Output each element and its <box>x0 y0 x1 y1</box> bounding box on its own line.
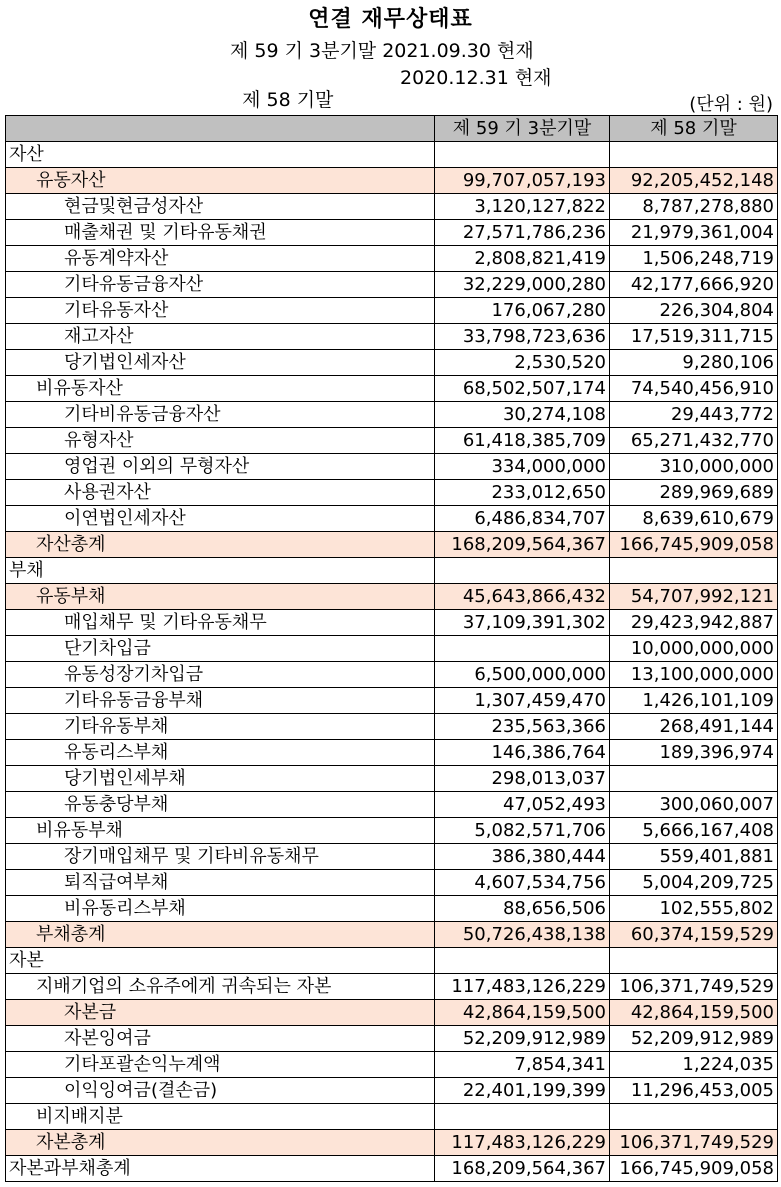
value-current: 1,307,459,470 <box>435 688 610 714</box>
table-row <box>6 844 778 870</box>
value-current: 6,500,000,000 <box>435 662 610 688</box>
value-current: 6,486,834,707 <box>435 506 610 532</box>
account-label: 이연법인세자산 <box>6 506 435 532</box>
value-prior: 13,100,000,000 <box>610 662 778 688</box>
value-prior: 54,707,992,121 <box>610 584 778 610</box>
account-label: 기타포괄손익누계액 <box>6 1052 435 1078</box>
table-row <box>6 428 778 454</box>
value-current: 233,012,650 <box>435 480 610 506</box>
value-current: 2,530,520 <box>435 350 610 376</box>
value-prior: 1,506,248,719 <box>610 246 778 272</box>
table-row <box>6 922 778 948</box>
value-current <box>435 558 610 584</box>
account-label: 유동성장기차입금 <box>6 662 435 688</box>
value-prior: 11,296,453,005 <box>610 1078 778 1104</box>
value-prior: 1,426,101,109 <box>610 688 778 714</box>
table-row <box>6 766 778 792</box>
value-prior: 106,371,749,529 <box>610 1130 778 1156</box>
table-row <box>6 1078 778 1104</box>
account-label: 지배기업의 소유주에게 귀속되는 자본 <box>6 974 435 1000</box>
value-current: 50,726,438,138 <box>435 922 610 948</box>
account-label: 비유동부채 <box>6 818 435 844</box>
value-current: 2,808,821,419 <box>435 246 610 272</box>
table-row <box>6 1104 778 1130</box>
account-label: 유동부채 <box>6 584 435 610</box>
table-row <box>6 298 778 324</box>
table-row <box>6 610 778 636</box>
account-label: 자본잉여금 <box>6 1026 435 1052</box>
account-label: 당기법인세부채 <box>6 766 435 792</box>
value-current: 37,109,391,302 <box>435 610 610 636</box>
value-prior: 226,304,804 <box>610 298 778 324</box>
value-prior: 166,745,909,058 <box>610 532 778 558</box>
account-label: 이익잉여금(결손금) <box>6 1078 435 1104</box>
table-row <box>6 584 778 610</box>
account-label: 자산 <box>6 142 435 168</box>
value-prior <box>610 558 778 584</box>
value-current: 27,571,786,236 <box>435 220 610 246</box>
account-label: 사용권자산 <box>6 480 435 506</box>
account-label: 기타유동부채 <box>6 714 435 740</box>
period-prior-label: 제 58 기말 <box>242 89 334 111</box>
value-prior: 1,224,035 <box>610 1052 778 1078</box>
table-row <box>6 792 778 818</box>
account-label: 비유동자산 <box>6 376 435 402</box>
value-prior: 8,787,278,880 <box>610 194 778 220</box>
value-prior: 166,745,909,058 <box>610 1156 778 1182</box>
value-prior <box>610 766 778 792</box>
value-current: 7,854,341 <box>435 1052 610 1078</box>
column-header-current: 제 59 기 3분기말 <box>435 116 610 142</box>
value-current: 334,000,000 <box>435 454 610 480</box>
account-label: 유형자산 <box>6 428 435 454</box>
account-label: 유동충당부채 <box>6 792 435 818</box>
account-label: 비유동리스부채 <box>6 896 435 922</box>
table-row <box>6 350 778 376</box>
value-current: 61,418,385,709 <box>435 428 610 454</box>
table-row <box>6 454 778 480</box>
table-row <box>6 974 778 1000</box>
value-prior: 21,979,361,004 <box>610 220 778 246</box>
value-prior: 29,423,942,887 <box>610 610 778 636</box>
table-row <box>6 168 778 194</box>
value-prior: 52,209,912,989 <box>610 1026 778 1052</box>
table-row <box>6 506 778 532</box>
value-prior: 559,401,881 <box>610 844 778 870</box>
account-label: 유동자산 <box>6 168 435 194</box>
account-label: 자본금 <box>6 1000 435 1026</box>
value-prior: 65,271,432,770 <box>610 428 778 454</box>
account-label: 자본 <box>6 948 435 974</box>
value-current: 5,082,571,706 <box>435 818 610 844</box>
account-label: 단기차입금 <box>6 636 435 662</box>
value-current: 146,386,764 <box>435 740 610 766</box>
value-prior: 92,205,452,148 <box>610 168 778 194</box>
account-label: 당기법인세자산 <box>6 350 435 376</box>
table-row <box>6 246 778 272</box>
table-row <box>6 194 778 220</box>
account-label: 재고자산 <box>6 324 435 350</box>
account-label: 자본총계 <box>6 1130 435 1156</box>
table-row <box>6 1130 778 1156</box>
table-row <box>6 142 778 168</box>
value-prior: 42,864,159,500 <box>610 1000 778 1026</box>
value-current: 47,052,493 <box>435 792 610 818</box>
account-label: 자산총계 <box>6 532 435 558</box>
value-current: 298,013,037 <box>435 766 610 792</box>
table-row <box>6 220 778 246</box>
value-current: 168,209,564,367 <box>435 1156 610 1182</box>
column-header-account <box>6 116 435 142</box>
account-label: 유동계약자산 <box>6 246 435 272</box>
account-label: 비지배지분 <box>6 1104 435 1130</box>
value-prior: 102,555,802 <box>610 896 778 922</box>
value-current: 117,483,126,229 <box>435 1130 610 1156</box>
account-label: 부채 <box>6 558 435 584</box>
value-current: 32,229,000,280 <box>435 272 610 298</box>
unit-label: (단위 : 원) <box>689 94 773 115</box>
value-current: 45,643,866,432 <box>435 584 610 610</box>
table-row <box>6 480 778 506</box>
table-row <box>6 896 778 922</box>
table-row <box>6 1156 778 1182</box>
value-prior: 310,000,000 <box>610 454 778 480</box>
table-row <box>6 948 778 974</box>
value-prior <box>610 142 778 168</box>
account-label: 매입채무 및 기타유동채무 <box>6 610 435 636</box>
value-prior <box>610 1104 778 1130</box>
value-current: 22,401,199,399 <box>435 1078 610 1104</box>
value-current: 52,209,912,989 <box>435 1026 610 1052</box>
value-current: 3,120,127,822 <box>435 194 610 220</box>
value-current: 176,067,280 <box>435 298 610 324</box>
value-prior: 106,371,749,529 <box>610 974 778 1000</box>
value-current <box>435 636 610 662</box>
column-header-prior: 제 58 기말 <box>610 116 778 142</box>
value-current <box>435 142 610 168</box>
account-label: 장기매입채무 및 기타비유동채무 <box>6 844 435 870</box>
table-row <box>6 740 778 766</box>
period-current: 제 59 기 3분기말 2021.09.30 현재 <box>230 40 534 62</box>
table-row <box>6 636 778 662</box>
account-label: 기타유동자산 <box>6 298 435 324</box>
table-row <box>6 272 778 298</box>
table-header-row <box>6 116 778 142</box>
account-label: 기타비유동금융자산 <box>6 402 435 428</box>
table-row <box>6 870 778 896</box>
value-current <box>435 948 610 974</box>
value-prior: 5,004,209,725 <box>610 870 778 896</box>
value-prior: 17,519,311,715 <box>610 324 778 350</box>
value-prior: 300,060,007 <box>610 792 778 818</box>
value-prior: 189,396,974 <box>610 740 778 766</box>
value-prior: 268,491,144 <box>610 714 778 740</box>
value-current: 99,707,057,193 <box>435 168 610 194</box>
value-current: 68,502,507,174 <box>435 376 610 402</box>
value-current: 235,563,366 <box>435 714 610 740</box>
value-current: 42,864,159,500 <box>435 1000 610 1026</box>
table-row <box>6 402 778 428</box>
account-label: 영업권 이외의 무형자산 <box>6 454 435 480</box>
balance-sheet-table <box>5 115 778 1182</box>
table-row <box>6 714 778 740</box>
value-current: 30,274,108 <box>435 402 610 428</box>
table-row <box>6 662 778 688</box>
value-prior: 8,639,610,679 <box>610 506 778 532</box>
value-prior: 5,666,167,408 <box>610 818 778 844</box>
value-prior: 42,177,666,920 <box>610 272 778 298</box>
value-prior: 74,540,456,910 <box>610 376 778 402</box>
account-label: 부채총계 <box>6 922 435 948</box>
value-current: 88,656,506 <box>435 896 610 922</box>
value-current <box>435 1104 610 1130</box>
table-row <box>6 818 778 844</box>
account-label: 현금및현금성자산 <box>6 194 435 220</box>
account-label: 기타유동금융부채 <box>6 688 435 714</box>
account-label: 퇴직급여부채 <box>6 870 435 896</box>
value-current: 33,798,723,636 <box>435 324 610 350</box>
account-label: 유동리스부채 <box>6 740 435 766</box>
value-prior: 289,969,689 <box>610 480 778 506</box>
table-row <box>6 324 778 350</box>
value-current: 386,380,444 <box>435 844 610 870</box>
table-row <box>6 688 778 714</box>
table-row <box>6 376 778 402</box>
table-body <box>6 142 778 1182</box>
value-prior: 29,443,772 <box>610 402 778 428</box>
table-row <box>6 558 778 584</box>
table-row <box>6 1000 778 1026</box>
value-current: 4,607,534,756 <box>435 870 610 896</box>
value-prior: 10,000,000,000 <box>610 636 778 662</box>
value-prior: 60,374,159,529 <box>610 922 778 948</box>
statement-title: 연결 재무상태표 <box>308 7 473 32</box>
account-label: 기타유동금융자산 <box>6 272 435 298</box>
account-label: 자본과부채총계 <box>6 1156 435 1182</box>
value-prior: 9,280,106 <box>610 350 778 376</box>
table-row <box>6 1026 778 1052</box>
table-row <box>6 1052 778 1078</box>
value-current: 168,209,564,367 <box>435 532 610 558</box>
value-current: 117,483,126,229 <box>435 974 610 1000</box>
period-prior-date: 2020.12.31 현재 <box>400 67 552 89</box>
account-label: 매출채권 및 기타유동채권 <box>6 220 435 246</box>
value-prior <box>610 948 778 974</box>
table-row <box>6 532 778 558</box>
